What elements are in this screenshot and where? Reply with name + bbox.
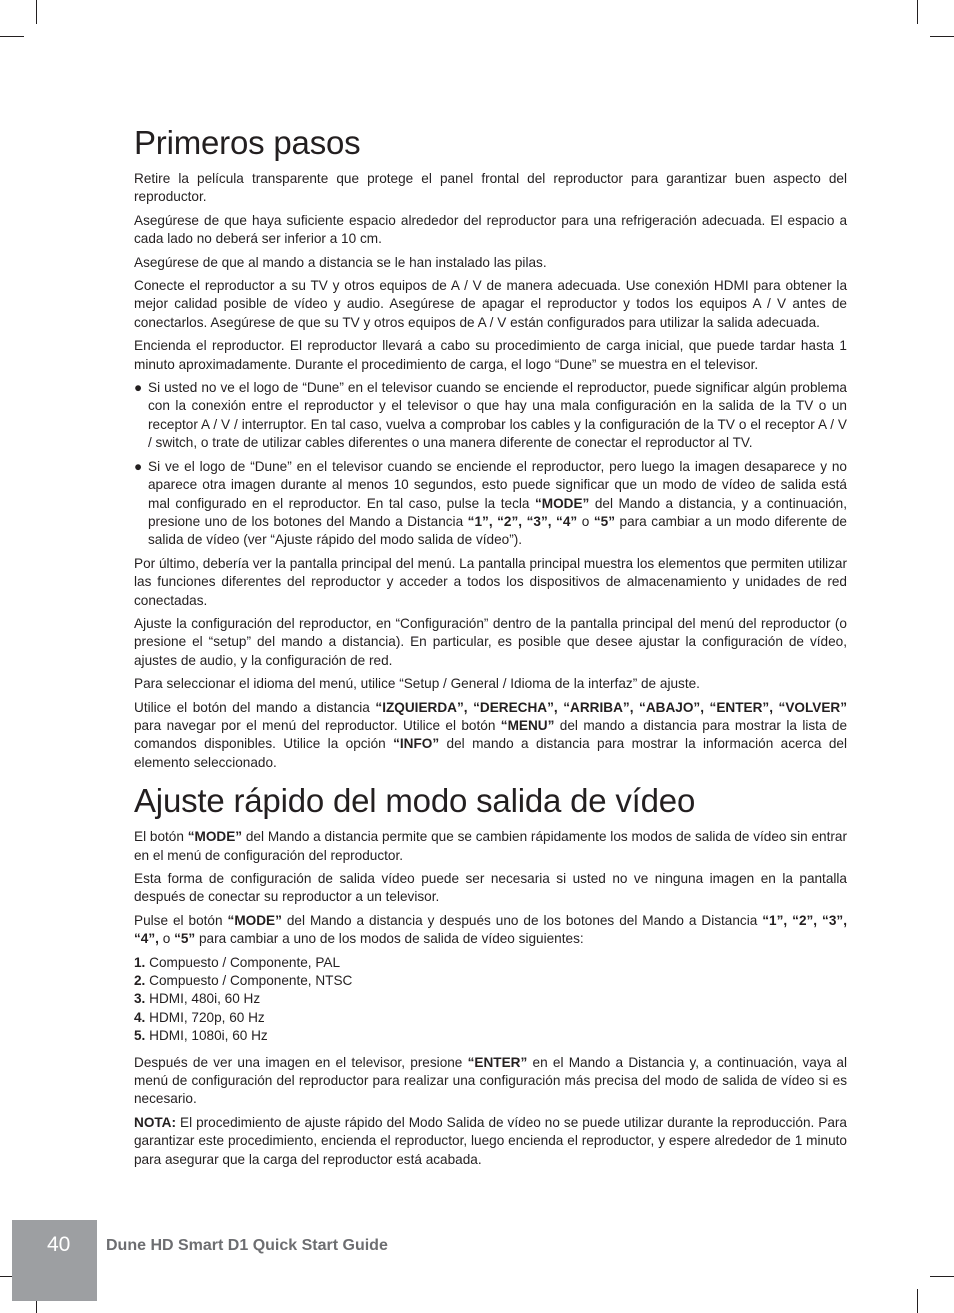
note-label: NOTA: bbox=[134, 1114, 177, 1130]
paragraph: Asegúrese de que al mando a distancia se le han instalado las pilas. bbox=[134, 254, 547, 270]
key-mode: “MODE” bbox=[187, 829, 243, 845]
text-run: del Mando a distancia, y a continuación, presione uno de los botones del Mando a Distancia bbox=[148, 495, 848, 529]
paragraph bbox=[134, 912, 847, 949]
list-item bbox=[134, 972, 847, 990]
paragraph bbox=[134, 699, 847, 773]
key-numbers: “1”, “2”, “3”, “4”, bbox=[134, 912, 847, 947]
text-run: Después de ver una imagen en el televisor, presione bbox=[134, 1054, 468, 1070]
crop-mark bbox=[917, 0, 918, 24]
paragraph: Asegúrese de que haya suficiente espacio alrededor del reproductor para una refrigeración adecuada. El espacio a cada lado no deberá ser inferior a 10 cm. bbox=[134, 212, 847, 247]
list-label: Compuesto / Componente, NTSC bbox=[145, 973, 353, 989]
list-label: HDMI, 720p, 60 Hz bbox=[145, 1009, 265, 1025]
list-label: HDMI, 1080i, 60 Hz bbox=[145, 1028, 268, 1044]
crop-mark bbox=[0, 36, 24, 37]
text-run: Si ve el logo de “Dune” en el televisor cuando se enciende el reproductor, pero luego la imagen desaparece y no aparece otra imagen durante al menos 10 segundos, esto puede significar que un modo de vídeo de salida está mal configurado en el reproductor. En tal caso, pulse la tecla bbox=[148, 458, 847, 511]
list-number: 1. bbox=[134, 954, 146, 970]
video-modes-list bbox=[134, 954, 847, 1046]
key-five: “5” bbox=[593, 513, 615, 529]
crop-mark bbox=[917, 1289, 918, 1313]
key-numbers: “1”, “2”, “3”, “4” bbox=[467, 513, 578, 529]
text-run: para cambiar a un modo diferente de salida de vídeo (ver “Ajuste rápido del modo salida de vídeo”). bbox=[148, 513, 847, 548]
text-run: para cambiar a uno de los modos de salida de vídeo siguientes: bbox=[195, 931, 584, 947]
key-mode: “MODE” bbox=[227, 912, 282, 928]
section-title-primeros-pasos: Primeros pasos bbox=[134, 124, 361, 161]
guide-title: Dune HD Smart D1 Quick Start Guide bbox=[106, 1237, 388, 1254]
key-info: “INFO” bbox=[393, 736, 440, 752]
key-five: “5” bbox=[174, 931, 196, 947]
bullet-icon: ● bbox=[134, 380, 143, 396]
paragraph: Para seleccionar el idioma del menú, utilice “Setup / General / Idioma de la interfaz” de ajuste. bbox=[134, 676, 700, 692]
crop-mark bbox=[930, 1276, 954, 1277]
list-item bbox=[134, 990, 847, 1008]
text-run: del mando a distancia para mostrar la información acerca del elemento seleccionado. bbox=[134, 736, 847, 770]
text-run: del Mando a distancia y después uno de los botones del Mando a Distancia bbox=[281, 912, 763, 928]
list-item bbox=[134, 1009, 847, 1027]
text-run: del Mando a distancia permite que se cambien rápidamente los modos de salida de vídeo sin entrar en el menú de configuración del reproductor. bbox=[134, 829, 847, 863]
key-mode: “MODE” bbox=[534, 495, 590, 511]
list-number: 5. bbox=[134, 1028, 146, 1044]
key-enter: “ENTER” bbox=[467, 1054, 528, 1070]
paragraph: Conecte el reproductor a su TV y otros equipos de A / V de manera adecuada. Use conexión HDMI para obtener la mejor calidad posible de vídeo y audio. Asegúrese de apagar el reproductor y todos los equipos A / V antes de conectarlos. Asegúrese de que su TV y otros equipos de A / V están configurados para utilizar la salida adecuada. bbox=[134, 278, 847, 330]
note-paragraph bbox=[134, 1114, 847, 1169]
text-run: Utilice el botón del mando a distancia bbox=[134, 699, 376, 715]
text-run: El botón bbox=[134, 829, 188, 845]
paragraph: Ajuste la configuración del reproductor, en “Configuración” dentro de la pantalla principal del menú del reproductor (o presione el “setup” del mando a distancia). En particular, es posible que desee ajustar la configuración de vídeo, ajustes de audio, y la configuración de red. bbox=[134, 615, 847, 668]
paragraph: Encienda el reproductor. El reproductor llevará a cabo su procedimiento de carga inicial, que puede tardar hasta 1 minuto aproximadamente. Durante el procedimiento de carga, el logo “Dune” se muestra en el televisor. bbox=[134, 338, 847, 372]
note-text: El procedimiento de ajuste rápido del Modo Salida de vídeo no se puede utilizar durante la reproducción. Para garantizar este procedimiento, encienda el reproductor, luego encienda el reproductor, y espere alrededor de 1 minuto para asegurar que la carga del reproductor está acabada. bbox=[134, 1114, 847, 1167]
bullet-text bbox=[148, 459, 847, 548]
list-number: 3. bbox=[134, 991, 146, 1007]
bullet-item bbox=[134, 458, 847, 550]
paragraph: Esta forma de configuración de salida vídeo puede ser necesaria si usted no ve ninguna imagen en la pantalla después de conectar su reproductor a un televisor. bbox=[134, 871, 847, 905]
text-run: Pulse el botón bbox=[134, 912, 228, 928]
list-item bbox=[134, 954, 847, 972]
crop-mark bbox=[930, 36, 954, 37]
text-run: para navegar por el menú del reproductor. Utilice el botón bbox=[134, 717, 501, 733]
key-menu: “MENU” bbox=[500, 717, 555, 733]
list-label: HDMI, 480i, 60 Hz bbox=[145, 991, 261, 1007]
paragraph: Retire la película transparente que protege el panel frontal del reproductor para garantizar buen aspecto del reproductor. bbox=[134, 171, 847, 205]
bullet-text: Si usted no ve el logo de “Dune” en el televisor cuando se enciende el reproductor, puede significar algún problema con la conexión entre el reproductor y el televisor o que hay una mala configuración en la salida de la TV o un receptor A / V / interruptor. En tal caso, vuelva a comprobar los cables y la configuración de la TV o el receptor A / V / switch, o trate de utilizar cables diferentes o una manera diferente de conectar el reproductor al TV. bbox=[148, 380, 847, 451]
text-run: del mando a distancia para mostrar la lista de comandos disponibles. Utilice la opción bbox=[134, 717, 848, 752]
bullet-icon: ● bbox=[134, 458, 143, 474]
text-run: o bbox=[577, 513, 594, 529]
list-label: Compuesto / Componente, PAL bbox=[145, 954, 341, 970]
list-number: 2. bbox=[134, 973, 146, 989]
bullet-item bbox=[134, 379, 847, 453]
page-content bbox=[134, 124, 847, 1174]
crop-mark bbox=[36, 0, 37, 24]
paragraph bbox=[134, 1054, 847, 1109]
key-navigation: “IZQUIERDA”, “DERECHA”, “ARRIBA”, “ABAJO”, “ENTER”, “VOLVER” bbox=[375, 699, 848, 715]
section-title-ajuste-rapido: Ajuste rápido del modo salida de vídeo bbox=[134, 782, 696, 820]
text-run: en el Mando a Distancia y, a continuación, vaya al menú de configuración del reproductor para realizar una configuración más precisa del modo de salida de vídeo si es necesario. bbox=[134, 1054, 848, 1107]
list-number: 4. bbox=[134, 1009, 146, 1025]
list-item bbox=[134, 1027, 847, 1045]
paragraph: Por último, debería ver la pantalla principal del menú. La pantalla principal muestra los elementos que permiten utilizar las funciones diferentes del reproductor y acceder a todos los dispositivos de almacenamiento y unidades de red conectadas. bbox=[134, 555, 847, 608]
paragraph bbox=[134, 828, 847, 865]
text-run: o bbox=[158, 931, 175, 947]
page-number: 40 bbox=[47, 1233, 71, 1256]
